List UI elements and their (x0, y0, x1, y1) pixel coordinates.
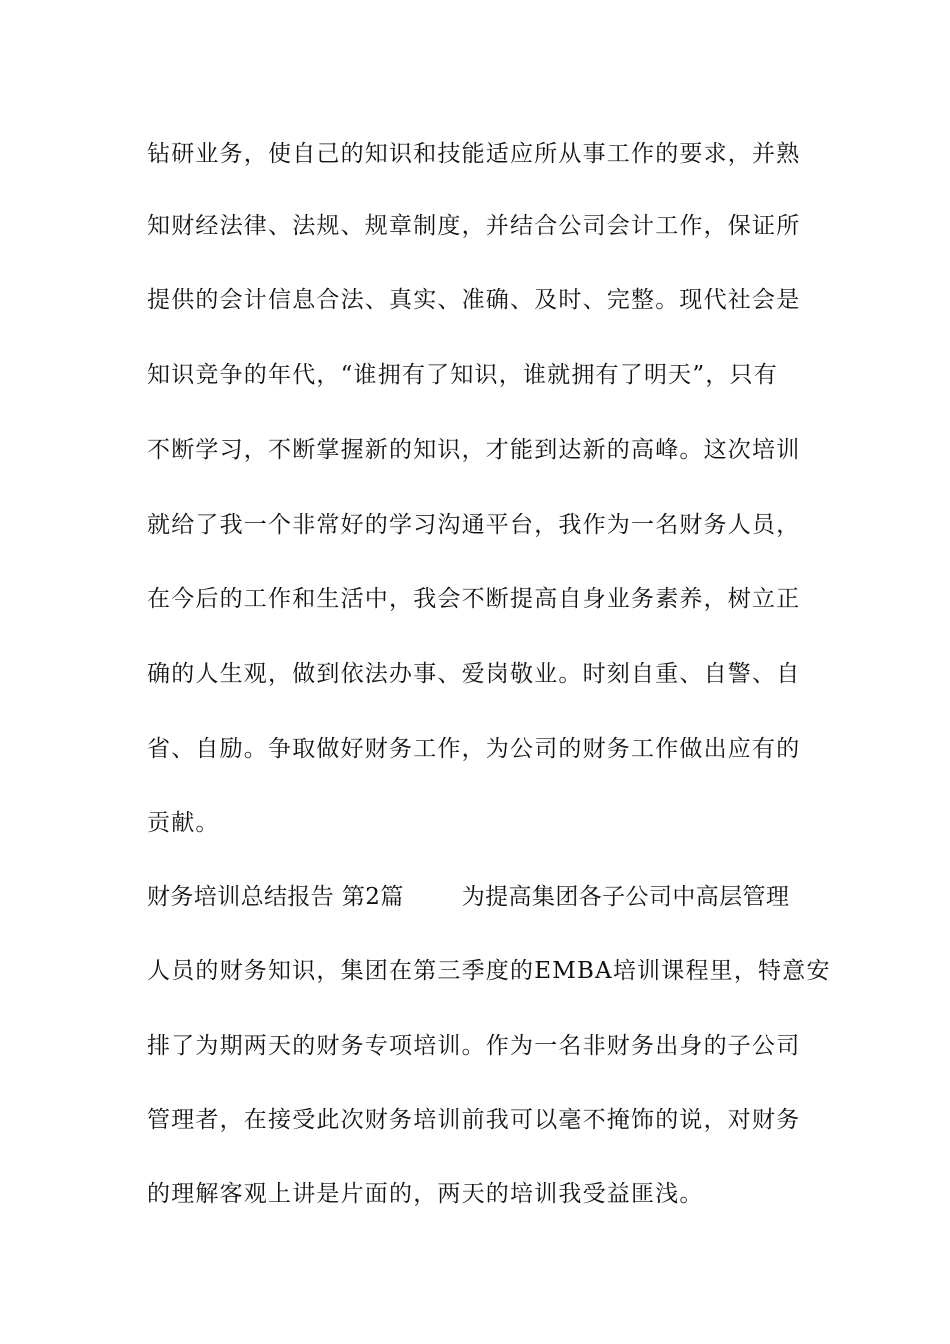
text-line: 管理者，在接受此次财务培训前我可以毫不掩饰的说，对财务 (147, 1107, 801, 1133)
text-line: 钻研业务，使自己的知识和技能适应所从事工作的要求，并熟 (147, 141, 801, 167)
text-line: 确的人生观，做到依法办事、爱岗敬业。时刻自重、自警、自 (147, 661, 801, 687)
section-first-line-text: 为提高集团各子公司中高层管理 (461, 884, 790, 910)
section-heading: 财务培训总结报告 第2篇 (147, 884, 404, 910)
text-line: 的理解客观上讲是片面的，两天的培训我受益匪浅。 (147, 1181, 704, 1207)
text-line: 不断学习，不断掌握新的知识，才能到达新的高峰。这次培训 (147, 437, 801, 463)
text-line: 在今后的工作和生活中，我会不断提高自身业务素养，树立正 (147, 586, 801, 612)
text-line: 知识竞争的年代，“谁拥有了知识，谁就拥有了明天”，只有 (147, 362, 778, 388)
text-line: 提供的会计信息合法、真实、准确、及时、完整。现代社会是 (147, 287, 801, 313)
text-line: 排了为期两天的财务专项培训。作为一名非财务出身的子公司 (147, 1033, 801, 1059)
text-line: 就给了我一个非常好的学习沟通平台，我作为一名财务人员， (147, 512, 801, 538)
text-line: 省、自励。争取做好财务工作，为公司的财务工作做出应有的 (147, 736, 801, 762)
text-line: 知财经法律、法规、规章制度，并结合公司会计工作，保证所 (147, 213, 801, 239)
text-line: 贡献。 (147, 810, 220, 836)
section-heading-line (147, 877, 807, 917)
text-line: 人员的财务知识，集团在第三季度的EMBA培训课程里，特意安 (147, 958, 831, 984)
